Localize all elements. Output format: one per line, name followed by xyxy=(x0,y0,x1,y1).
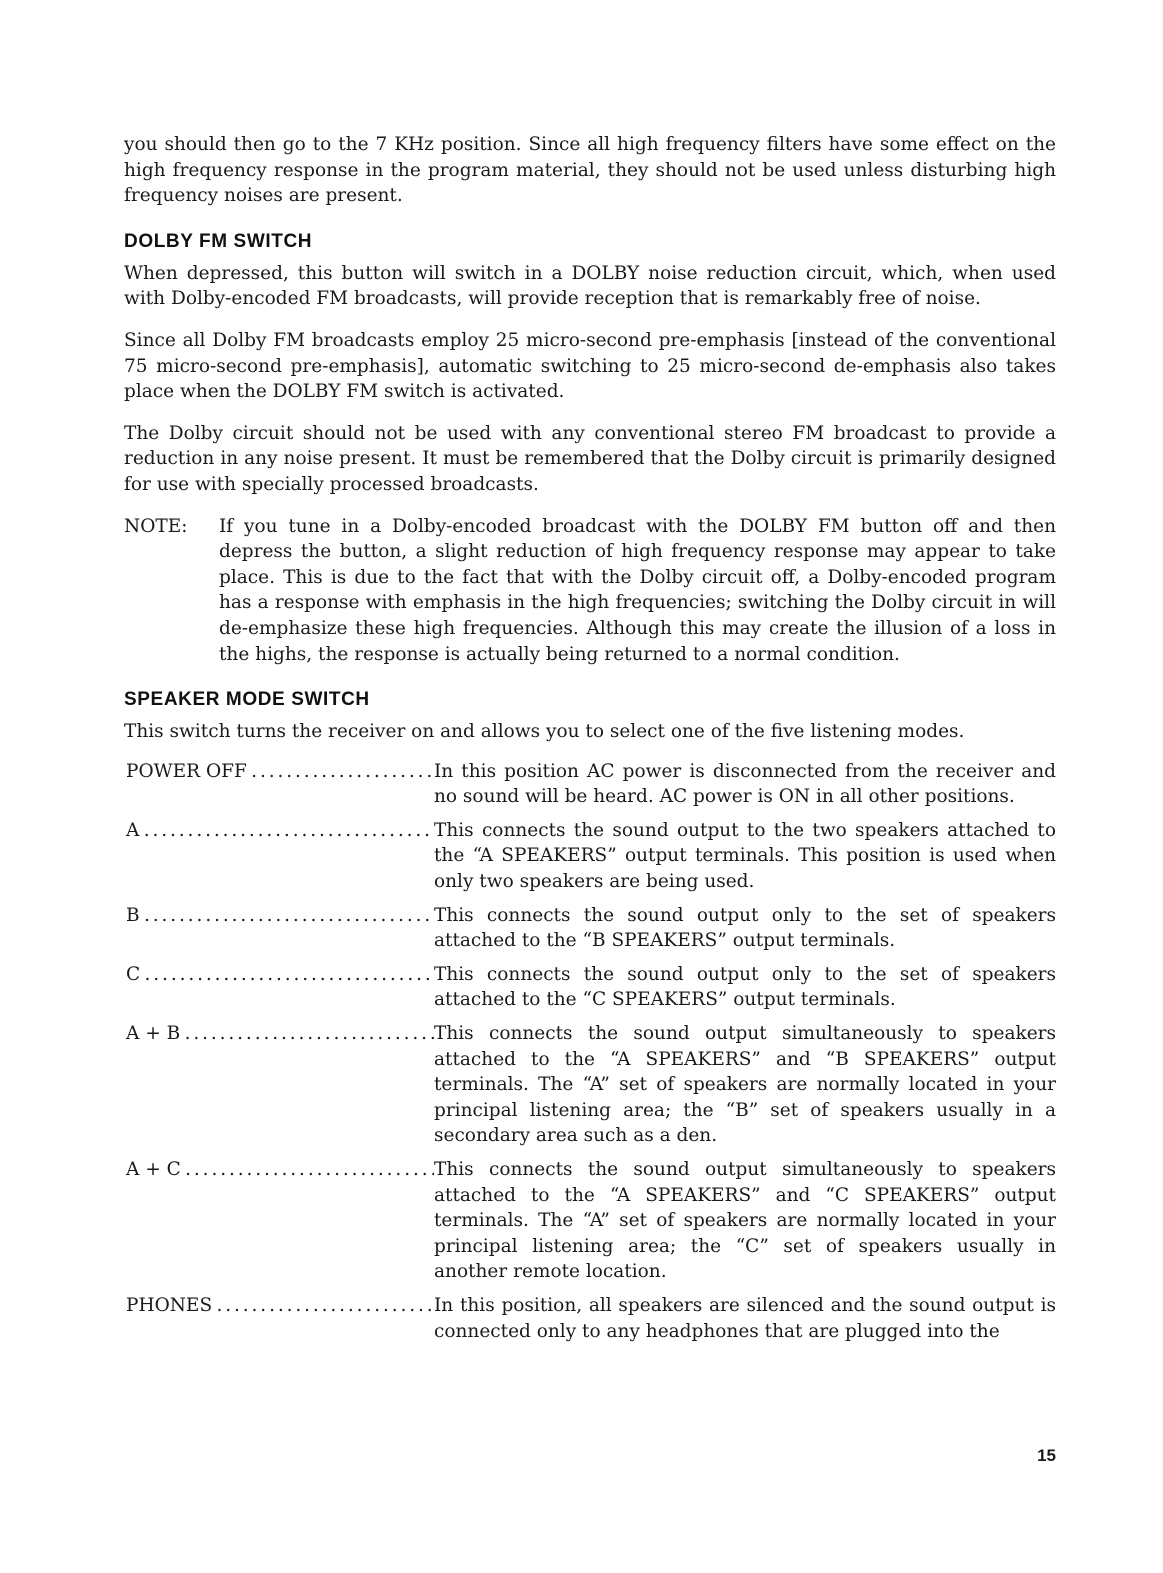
mode-c xyxy=(124,962,1056,1013)
mode-description: In this position, all speakers are silenced and the sound output is connected only to any headphones that are plugged into the xyxy=(434,1294,1056,1342)
mode-label: A . . . xyxy=(124,818,434,895)
note-label: NOTE: xyxy=(124,515,188,537)
mode-a-plus-c xyxy=(124,1157,1056,1285)
dolby-paragraph-3: The Dolby circuit should not be used with any conventional stereo FM broadcast to provide a reduction in any noise present. It must be remembered that the Dolby circuit is primarily designed for use with specially processed broadcasts. xyxy=(124,422,1056,495)
mode-label: POWER OFF . . . xyxy=(124,759,434,810)
mode-a xyxy=(124,818,1056,895)
mode-label: A + B . . . xyxy=(124,1021,434,1149)
mode-phones xyxy=(124,1293,1056,1344)
speaker-intro: This switch turns the receiver on and allows you to select one of the five listening modes. xyxy=(124,721,965,743)
dolby-paragraph-2: Since all Dolby FM broadcasts employ 25 micro-second pre-emphasis [instead of the conventional 75 micro-second pre-emphasis], automatic switching to 25 micro-second de-emphasis also takes place when the DOLBY FM switch is activated. xyxy=(124,329,1056,403)
mode-label: B . . . xyxy=(124,903,434,954)
mode-description: In this position AC power is disconnected from the receiver and no sound will be heard. AC power is ON in all other positions. xyxy=(434,760,1056,808)
mode-description: This connects the sound output only to the set of speakers attached to the “B SPEAKERS” output terminals. xyxy=(434,904,1056,952)
page-number: 15 xyxy=(1037,1446,1056,1465)
speaker-mode-switch-heading: SPEAKER MODE SWITCH xyxy=(124,689,370,711)
mode-description: This connects the sound output simultaneously to speakers attached to the “A SPEAKERS” and “B SPEAKERS” output terminals. The “A” set of speakers are normally located in your principal listening area; the “B” set of speakers usually in a secondary area such as a den. xyxy=(434,1023,1056,1147)
mode-description: This connects the sound output simultaneously to speakers attached to the “A SPEAKERS” and “C SPEAKERS” output terminals. The “A” set of speakers are normally located in your principal listening area; the “C” set of speakers usually in another remote location. xyxy=(434,1159,1056,1283)
mode-label: PHONES . . . xyxy=(124,1293,434,1344)
mode-power-off xyxy=(124,759,1056,810)
continued-paragraph: you should then go to the 7 KHz position. Since all high frequency filters have some effect on the high frequency response in the program material, they should not be used unless disturbing high frequency noises are present. xyxy=(124,134,1056,207)
dolby-note xyxy=(124,514,1056,668)
mode-description: This connects the sound output to the two speakers attached to the “A SPEAKERS” output terminals. This position is used when only two speakers are being used. xyxy=(434,819,1056,893)
note-text: If you tune in a Dolby-encoded broadcast with the DOLBY FM button off and then depress the button, a slight reduction of high frequency response may appear to take place. This is due to the fact that with the Dolby circuit off, a Dolby-encoded program has a response with emphasis in the high frequencies; switching the Dolby circuit in will de-emphasize these high frequencies. Although this may create the illusion of a loss in the highs, the response is actually being returned to a normal condition. xyxy=(219,515,1056,665)
mode-a-plus-b xyxy=(124,1021,1056,1149)
dolby-fm-switch-heading: DOLBY FM SWITCH xyxy=(124,230,313,252)
mode-label: A + C . . . xyxy=(124,1157,434,1285)
dolby-paragraph-1: When depressed, this button will switch in a DOLBY noise reduction circuit, which, when used with Dolby-encoded FM broadcasts, will provide reception that is remarkably free of noise. xyxy=(124,262,1056,310)
speaker-mode-list xyxy=(124,759,1056,1344)
mode-b xyxy=(124,903,1056,954)
mode-label: C . . . xyxy=(124,962,434,1013)
mode-description: This connects the sound output only to the set of speakers attached to the “C SPEAKERS” output terminals. xyxy=(434,963,1056,1011)
